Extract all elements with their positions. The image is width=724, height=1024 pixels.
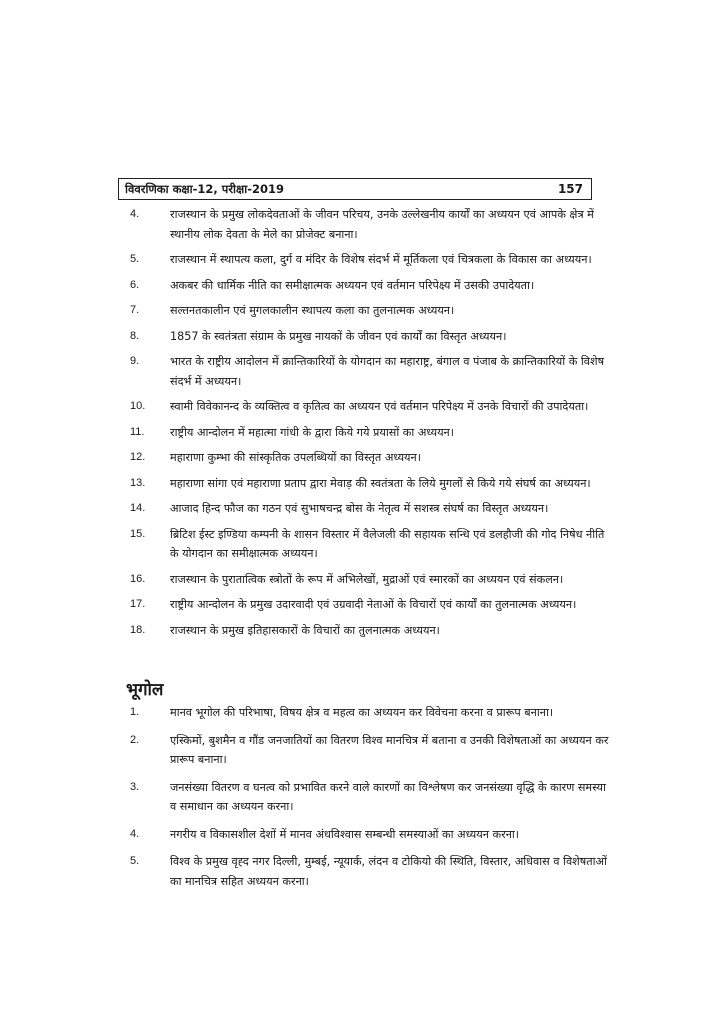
list-item <box>130 731 610 770</box>
item-text: राष्ट्रीय आन्दोलन में महात्मा गांधी के द्वारा किये गये प्रयासों का अध्ययन। <box>170 425 455 439</box>
item-number: 9. <box>130 355 140 367</box>
item-text: एस्किमों, बुशमैन व गौंड जनजातियों का वितरण विश्व मानचित्र में बताना व उनकी विशेषताओं का अध्ययन कर प्रारूप बनाना। <box>170 733 609 766</box>
header-title: विवरणिका कक्षा-12, परीक्षा-2019 <box>125 181 284 196</box>
item-text: सल्तनतकालीन एवं मुगलकालीन स्थापत्य कला का तुलनात्मक अध्ययन। <box>170 304 455 317</box>
item-number: 12. <box>130 451 146 463</box>
item-text: मानव भूगोल की परिभाषा, विषय क्षेत्र व महत्व का अध्ययन कर विवेचना करना व प्रारूप बनाना। <box>170 706 554 719</box>
item-text: राष्ट्रीय आन्दोलन के प्रमुख उदारवादी एवं उग्रवादी नेताओं के विचारों एवं कार्यों का तुलनात्मक अध्ययन। <box>170 598 577 611</box>
item-number: 13. <box>130 476 146 489</box>
item-text: ब्रिटिश ईस्ट इण्डिया कम्पनी के शासन विस्तार में वैलेजली की सहायक सन्धि एवं डलहौजी की गोद निषेध नीति के योगदान का समीक्षात्मक अध्ययन। <box>170 527 605 560</box>
item-text: स्वामी विवेकानन्द के व्यक्तित्व व कृतित्व का अध्ययन एवं वर्तमान परिपेक्ष्य में उनके विचारों की उपादेयता। <box>170 400 589 413</box>
item-number: 1. <box>130 706 140 718</box>
list-item <box>130 276 610 296</box>
list-item <box>130 301 610 321</box>
list-item <box>130 595 610 615</box>
history-list <box>130 205 610 646</box>
page-number: 157 <box>557 182 583 196</box>
item-number: 16. <box>130 572 146 585</box>
item-text: राजस्थान में स्थापत्य कला, दुर्ग व मंदिर के विशेष संदर्भ में मूर्तिकला एवं चित्रकला के विकास का अध्ययन। <box>170 253 592 266</box>
geography-list <box>130 703 610 899</box>
list-item <box>130 327 610 347</box>
item-number: 5. <box>130 253 140 265</box>
list-item <box>130 448 610 468</box>
list-item <box>130 570 610 590</box>
list-item <box>130 825 610 845</box>
item-number: 18. <box>130 623 146 636</box>
item-text: महाराणा सांगा एवं महाराणा प्रताप द्वारा मेवाड़ की स्वतंत्रता के लिये मुगलों से किये गये संघर्ष का अध्ययन। <box>170 476 591 490</box>
list-item <box>130 205 610 244</box>
item-text: जनसंख्या वितरण व घनत्व को प्रभावित करने वाले कारणों का विश्लेषण कर जनसंख्या वृद्धि के कारण समस्या व समाधान का अध्ययन करना। <box>170 780 606 813</box>
item-number: 14. <box>130 502 146 514</box>
item-number: 2. <box>130 733 140 746</box>
item-text: 1857 के स्वतंत्रता संग्राम के प्रमुख नायकों के जीवन एवं कार्यों का विस्तृत अध्ययन। <box>170 329 507 343</box>
item-number: 15. <box>130 527 146 540</box>
item-text: राजस्थान के प्रमुख लोकदेवताओं के जीवन परिचय, उनके उल्लेखनीय कार्यों का अध्ययन एवं आपके क्षेत्र में स्थानीय लोक देवता के मेले का प्रोजेक्ट बनाना। <box>170 208 594 241</box>
list-item <box>130 703 610 723</box>
list-item <box>130 474 610 494</box>
item-text: राजस्थान के पुरातात्विक स्त्रोतों के रूप में अभिलेखों, मुद्राओं एवं स्मारकों का अध्ययन एवं संकलन। <box>170 572 564 586</box>
item-number: 11. <box>130 425 145 438</box>
item-number: 7. <box>130 304 140 316</box>
page-header <box>118 178 592 200</box>
list-item <box>130 499 610 519</box>
list-item <box>130 352 610 391</box>
item-text: अकबर की धार्मिक नीति का समीक्षात्मक अध्ययन एवं वर्तमान परिपेक्ष्य में उसकी उपादेयता। <box>170 278 535 292</box>
list-item <box>130 397 610 417</box>
list-item <box>130 778 610 817</box>
item-number: 3. <box>130 780 140 793</box>
section-heading-geography: भूगोल <box>126 680 164 700</box>
item-text: विश्व के प्रमुख वृह्द नगर दिल्ली, मुम्बई, न्यूयार्क, लंदन व टोकियो की स्थिति, विस्तार, अधिवास व विशेषताओं का मानचित्र सहित अध्ययन करना। <box>170 855 607 888</box>
item-text: महाराणा कुम्भा की सांस्कृतिक उपलब्धियों का विस्तृत अध्ययन। <box>170 451 421 464</box>
item-text: नगरीय व विकासशील देशों में मानव अंधविश्वास सम्बन्धी समस्याओं का अध्ययन करना। <box>170 827 520 841</box>
item-number: 8. <box>130 329 140 342</box>
item-number: 4. <box>130 208 140 220</box>
item-text: भारत के राष्ट्रीय आदोलन में क्रान्तिकारियों के योगदान का महाराष्ट्र, बंगाल व पंजाब के क्रान्तिकारियों के विशेष संदर्भ में अध्ययन। <box>170 355 605 388</box>
item-text: राजस्थान के प्रमुख इतिहासकारों के विचारों का तुलनात्मक अध्ययन। <box>170 623 440 637</box>
item-number: 4. <box>130 827 140 840</box>
list-item <box>130 525 610 564</box>
list-item <box>130 621 610 641</box>
item-number: 5. <box>130 855 140 867</box>
list-item <box>130 250 610 270</box>
item-number: 17. <box>130 598 146 610</box>
item-text: आजाद हिन्द फौज का गठन एवं सुभाषचन्द्र बोस के नेतृत्व में सशस्त्र संघर्ष का विस्तृत अध्ययन। <box>170 502 549 515</box>
item-number: 10. <box>130 400 146 412</box>
item-number: 6. <box>130 278 140 291</box>
list-item <box>130 852 610 891</box>
list-item <box>130 423 610 443</box>
